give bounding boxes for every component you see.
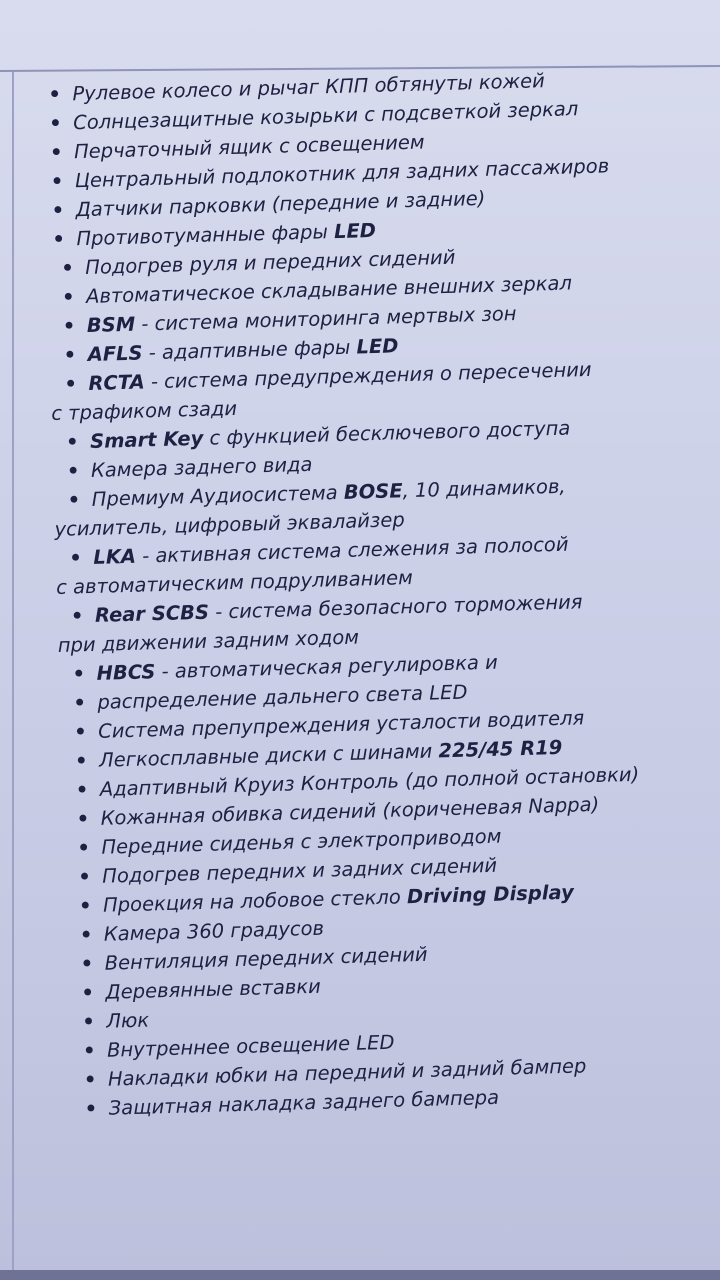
feature-text: LKA (93, 544, 137, 569)
bullet-icon: • (79, 923, 93, 947)
feature-text: Перчаточный ящик с освещением (73, 130, 425, 164)
bullet-icon: • (65, 430, 79, 454)
feature-text: Накладки юбки на передний и задний бампер (107, 1054, 587, 1091)
bullet-icon: • (64, 372, 78, 396)
feature-text: LED (333, 218, 377, 244)
bullet-icon: • (66, 459, 80, 483)
feature-text: Автоматическое складывание внешних зеркал (85, 271, 573, 309)
bullet-icon: • (52, 227, 66, 251)
feature-text: - система безопасного торможения (208, 590, 583, 624)
bullet-icon: • (81, 1010, 96, 1034)
bullet-icon: • (49, 140, 63, 164)
bullet-icon: • (77, 865, 92, 889)
bullet-icon: • (51, 198, 65, 222)
bullet-icon: • (83, 1068, 97, 1092)
feature-text: Кожанная обивка сидений (кориченевая Nappa) (100, 792, 600, 830)
feature-text: 225/45 R19 (438, 735, 563, 763)
feature-text: - система предупреждения о пересечении (144, 357, 592, 394)
bullet-icon: • (82, 1039, 96, 1063)
feature-text: Центральный подлокотник для задних пассажиров (74, 154, 610, 193)
bullet-icon: • (84, 1097, 98, 1121)
feature-text: Rear SCBS (94, 600, 210, 627)
bullet-icon: • (81, 981, 95, 1005)
bullet-icon: • (73, 720, 88, 744)
feature-text: Driving Display (406, 880, 575, 909)
feature-text: Датчики парковки (передние и задние) (75, 186, 486, 222)
bullet-icon: • (67, 488, 81, 512)
feature-text: - система мониторинга мертвых зон (134, 302, 517, 336)
bullet-icon: • (74, 749, 88, 773)
bullet-icon: • (70, 604, 84, 628)
bullet-icon: • (48, 111, 62, 135)
feature-text: Проекция на лобовое стекло (102, 885, 408, 917)
feature-text: Подогрев руля и передних сидений (84, 245, 456, 280)
feature-text: Внутреннее освещение LED (106, 1030, 395, 1062)
feature-text: Система препупреждения усталости водителя (97, 706, 585, 743)
feature-text: Адаптивный Круиз Контроль (до полной остановки) (99, 762, 640, 801)
bullet-icon: • (63, 343, 77, 367)
feature-text: BOSE (343, 479, 403, 504)
feature-text: с функцией бесключевого доступа (202, 416, 571, 450)
feature-text: Камера 360 градусов (103, 916, 325, 946)
feature-text: Легкосплавные диски с шинами (98, 739, 439, 772)
feature-text: RCTA (88, 370, 146, 395)
feature-list (48, 61, 720, 1124)
feature-text: Противотуманные фары (76, 220, 335, 251)
feature-text: Солнцезащитные козырьки с подсветкой зеркал (72, 97, 579, 135)
feature-text: - автоматическая регулировка и (155, 650, 499, 684)
bottom-shadow (0, 1270, 720, 1280)
feature-text: , 10 динамиков, (402, 474, 566, 503)
feature-text: при движении задним ходом (57, 625, 360, 657)
feature-text: Деревянные вставки (105, 974, 322, 1004)
bullet-icon: • (61, 285, 75, 309)
bullet-icon: • (76, 807, 90, 831)
feature-text: BSM (86, 312, 136, 338)
bullet-icon: • (60, 256, 75, 280)
feature-text: - активная система слежения за полосой (135, 532, 569, 568)
feature-text: Камера заднего вида (90, 452, 313, 482)
feature-text: Smart Key (89, 426, 204, 453)
bullet-icon: • (77, 836, 91, 860)
feature-text: Передние сиденья с электроприводом (101, 824, 502, 859)
bullet-icon: • (62, 314, 76, 338)
feature-text: LED (356, 334, 399, 359)
feature-text: AFLS (87, 341, 143, 366)
feature-text: с автоматическим подруливанием (55, 566, 414, 599)
feature-text: Защитная накладка заднего бампера (108, 1085, 500, 1120)
bullet-icon: • (80, 952, 94, 976)
feature-text: Люк (105, 1008, 150, 1033)
feature-text: усилитель, цифровый эквалайзер (54, 508, 405, 541)
feature-text: HBCS (96, 660, 156, 685)
feature-text: распределение дальнего света LED (97, 680, 468, 714)
feature-text: Вентиляция передних сидений (104, 942, 428, 975)
bullet-icon: • (50, 169, 64, 193)
feature-text: Рулевое колесо и рычаг КПП обтянуты кожей (72, 69, 546, 106)
bullet-icon: • (73, 691, 87, 715)
feature-text: Подогрев передних и задних сидений (101, 853, 498, 888)
feature-text: - адаптивные фары (142, 335, 357, 365)
bullet-icon: • (75, 778, 89, 802)
bullet-icon: • (78, 894, 92, 918)
bullet-icon: • (48, 82, 62, 106)
bullet-icon: • (69, 546, 83, 570)
feature-text: с трафиком сзади (50, 396, 238, 426)
feature-text: Премиум Аудиосистема (91, 480, 345, 511)
margin-line (12, 72, 14, 1280)
bullet-icon: • (72, 662, 86, 686)
